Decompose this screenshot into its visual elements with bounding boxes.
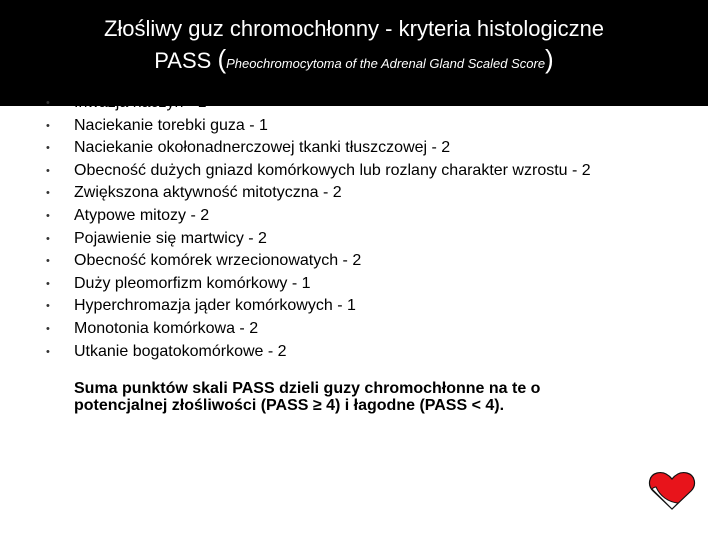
criteria-item-text: Pojawienie się martwicy - 2: [74, 229, 267, 247]
title-line-2: [0, 44, 708, 79]
bullet-icon: •: [46, 255, 50, 268]
bullet-icon: •: [46, 187, 50, 200]
criteria-item-text: Atypowe mitozy - 2: [74, 206, 210, 224]
title-prefix: PASS: [154, 48, 218, 73]
page-title: [0, 14, 708, 79]
summary-text: Suma punktów skali PASS dzieli guzy chromochłonne na te o potencjalnej złośliwości (PASS ≥ 4) i łagodne (PASS < 4).: [74, 380, 541, 414]
bullet-icon: •: [46, 277, 50, 290]
bullet-icon: •: [46, 97, 50, 109]
criteria-item-text: Hyperchromazja jąder komórkowych - 1: [74, 297, 356, 315]
criteria-item-text: Obecność dużych gniazd komórkowych lub rozlany charakter wzrostu - 2: [74, 161, 591, 179]
criteria-item-text: Utkanie bogatokomórkowe - 2: [74, 342, 287, 360]
bullet-icon: •: [46, 345, 50, 358]
criteria-item-text: Naciekanie torebki guza - 1: [74, 116, 268, 134]
title-line-1: Złośliwy guz chromochłonny - kryteria histologiczne: [103, 16, 605, 41]
criteria-item-text: Inwazja naczyń - 1: [74, 94, 207, 111]
bullet-icon: •: [46, 119, 50, 132]
bullet-icon: •: [46, 232, 50, 245]
bullet-icon: •: [46, 164, 50, 177]
title-open-paren: (: [217, 44, 227, 74]
criteria-item-text: Monotonia komórkowa - 2: [74, 319, 259, 337]
title-close-paren: ): [545, 44, 554, 74]
criteria-item-text: Duży pleomorfizm komórkowy - 1: [74, 274, 311, 292]
criteria-item-text: Zwiększona aktywność mitotyczna - 2: [74, 184, 342, 202]
heart-logo-icon: [648, 470, 696, 512]
criteria-item-text: Naciekanie okołonadnerczowej tkanki tłuszczowej - 2: [74, 139, 451, 157]
bullet-icon: •: [46, 142, 50, 155]
bullet-icon: •: [46, 209, 50, 222]
criteria-item-text: Obecność komórek wrzecionowatych - 2: [74, 252, 362, 270]
title-expansion: Pheochromocytoma of the Adrenal Gland Scaled Score: [226, 56, 546, 71]
bullet-icon: •: [46, 322, 50, 335]
bullet-icon: •: [46, 300, 50, 313]
